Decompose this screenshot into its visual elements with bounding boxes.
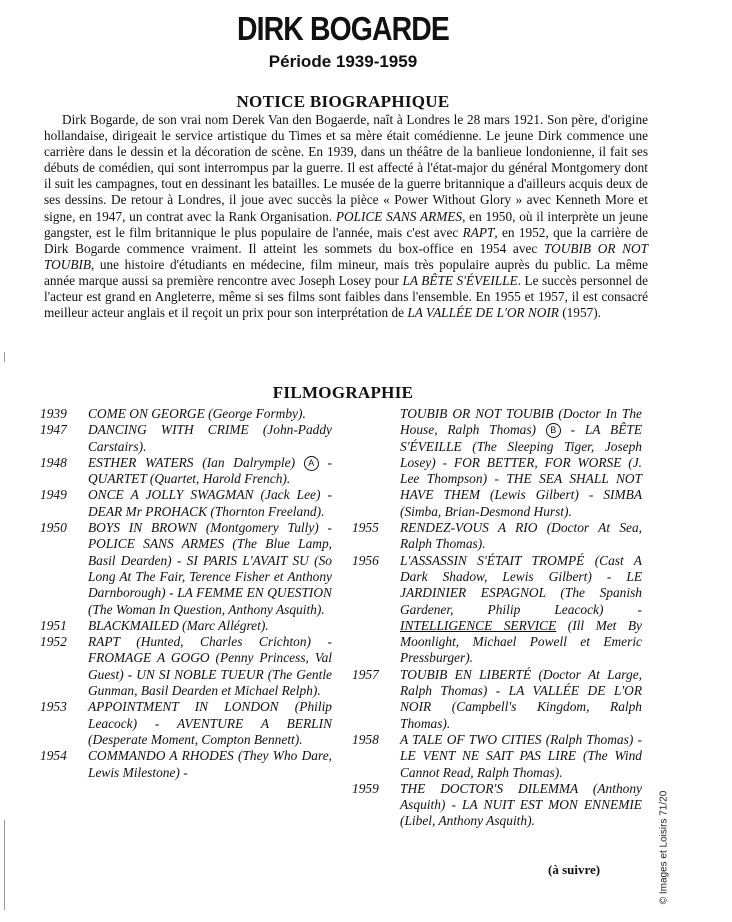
filmography-entry [40, 748, 332, 781]
entry-year: 1949 [40, 487, 67, 503]
filmography-right-column [352, 406, 642, 830]
filmography-entry [352, 553, 642, 667]
entry-films: L'ASSASSIN S'ÉTAIT TROMPÉ (Cast A Dark Shadow, Lewis Gilbert) - LE JARDINIER ESPAGNOL (The Spanish Gardener, Philip Leacock) - [400, 552, 642, 617]
filmography-entry [352, 732, 642, 781]
filmography-entry [40, 487, 332, 520]
entry-films: ONCE A JOLLY SWAGMAN (Jack Lee) - DEAR Mr PROHACK (Thornton Freeland). [88, 487, 332, 519]
entry-films: RENDEZ-VOUS A RIO (Doctor At Sea, Ralph Thomas). [400, 520, 642, 552]
left-edge-mark [4, 352, 5, 362]
entry-films: APPOINTMENT IN LONDON (Philip Leacock) - AVENTURE A BERLIN (Desperate Moment, Compton Bennett). [88, 699, 332, 747]
filmography-entry [40, 618, 332, 634]
entry-year: 1950 [40, 520, 67, 536]
entry-films: BLACKMAILED (Marc Allégret). [88, 617, 269, 633]
filmography-entry-continued [352, 406, 642, 520]
entry-films: THE DOCTOR'S DILEMMA (Anthony Asquith) - LA NUIT EST MON ENNEMIE (Libel, Anthony Asquith). [400, 780, 642, 829]
entry-year: 1939 [40, 406, 67, 421]
biography-paragraph: Dirk Bogarde, de son vrai nom Derek Van den Bogaerde, naît à Londres le 28 mars 1921. Son père, d'origine hollandaise, dirigeait le service artistique du Times et sa mère était comédienne. Le jeune Dirk commence une carrière dans le dessin et la décoration de scène. En 1939, dans un théâtre de la banlieue londonienne, il fait ses débuts de comédien, qui sont interrompus par la guerre. Il est affecté à l'état-major du général Montgomery dont il suit les campagnes, tout en dessinant les batailles. Le musée de la guerre britannique a d'ailleurs acquis deux de ses dessins. De retour à Londres, il joue avec succès la pièce « Power Without Glory » avec Kenneth More et signe, en 1947, un contrat avec la Rank Organisation. POLICE SANS ARMES, en 1950, où il interprète un jeune gangster, est le film britannique le plus populaire de l'année, mais c'est avec RAPT, en 1952, que la carrière de Dirk Bogarde commence vraiment. Il atteint les sommets du box-office en 1954 avec TOUBIB OR NOT TOUBIB, une histoire d'étudiants en médecine, film mineur, mais très populaire auprès du public. La même année marque aussi sa première rencontre avec Joseph Losey pour LA BÊTE S'ÉVEILLE. Le succès personnel de l'acteur est grand en Angleterre, même si ses films sont faibles dans l'ensemble. En 1955 et 1957, il est consacré meilleur acteur anglais et il reçoit un prix pour son interprétation de LA VALLÉE DE L'OR NOIR (1957). [44, 112, 649, 321]
entry-year: 1955 [352, 520, 379, 536]
entry-year: 1956 [352, 552, 379, 568]
entry-films: BOYS IN BROWN (Montgomery Tully) - POLICE SANS ARMES (The Blue Lamp, Basil Dearden) - SI PARIS L'AVAIT SU (So Long At The Fair, Terence Fisher et Anthony Darnborough) - LA FEMME EN QUESTION (The Woman In Question, Anthony Asquith). [88, 520, 332, 617]
filmography-entry [352, 667, 642, 732]
entry-films: A TALE OF TWO CITIES (Ralph Thomas) - LE VENT NE SAIT PAS LIRE (The Wind Cannot Read, Ralph Thomas). [400, 731, 642, 780]
filmography-entry [40, 406, 332, 422]
filmography-left-column [40, 406, 332, 781]
filmography-entry [40, 634, 332, 699]
to-be-continued: (à suivre) [548, 862, 601, 877]
entry-year: 1951 [40, 617, 67, 633]
filmography-entry [40, 422, 332, 455]
entry-year: 1958 [352, 731, 379, 747]
filmography-entry [40, 455, 332, 488]
entry-year: 1947 [40, 422, 67, 438]
entry-year: 1953 [40, 699, 67, 715]
filmography-entry [352, 781, 642, 830]
entry-year: 1957 [352, 666, 379, 682]
entry-films: TOUBIB OR NOT TOUBIB (Doctor In The House, Ralph Thomas) [400, 406, 642, 438]
entry-films: ESTHER WATERS (Ian Dalrymple) [88, 454, 304, 470]
badge-a-icon: A [304, 456, 319, 471]
entry-year: 1959 [352, 780, 379, 796]
filmography-heading: FILMOGRAPHIE [272, 383, 414, 402]
entry-films: RAPT (Hunted, Charles Crichton) - FROMAGE A GOGO (Penny Princess, Val Guest) - UN SI NOBLE TUEUR (The Gentle Gunman, Basil Dearden et Michael Relph). [88, 634, 332, 699]
entry-films: DANCING WITH CRIME (John-Paddy Carstairs). [88, 422, 332, 454]
entry-year: 1952 [40, 634, 67, 650]
entry-films-cont: (Ill Met By Moonlight, Michael Powell et Emeric Pressburger). [400, 617, 642, 666]
entry-year: 1948 [40, 454, 67, 470]
filmography-entry [40, 699, 332, 748]
entry-films-cont: - LA BÊTE S'ÉVEILLE (The Sleeping Tiger, Joseph Losey) - FOR BETTER, FOR WORSE (J. Lee Thompson) - THE SEA SHALL NOT HAVE THEM (Lewis Gilbert) - SIMBA (Simba, Brian-Desmond Hurst). [400, 422, 642, 519]
filmography-entry [40, 520, 332, 618]
filmography-entry [352, 520, 642, 553]
copyright-credit: © Images et Loisirs 71/20 [658, 790, 670, 905]
left-edge-mark [4, 820, 5, 910]
entry-films-cont: - QUARTET (Quartet, Harold French). [88, 454, 333, 487]
page-title: DIRK BOGARDE [236, 10, 449, 47]
entry-films: TOUBIB EN LIBERTÉ (Doctor At Large, Ralph Thomas) - LA VALLÉE DE L'OR NOIR (Campbell's Kingdom, Ralph Thomas). [400, 666, 642, 731]
entry-films: COMMANDO A RHODES (They Who Dare, Lewis Milestone) - [88, 748, 332, 780]
underlined-title: INTELLIGENCE SERVICE [400, 617, 557, 633]
period-subtitle: Période 1939-1959 [268, 52, 418, 71]
entry-year: 1954 [40, 748, 67, 764]
badge-b-icon: B [546, 423, 561, 438]
notice-heading: NOTICE BIOGRAPHIQUE [236, 92, 450, 111]
entry-films: COME ON GEORGE (George Formby). [88, 406, 306, 421]
